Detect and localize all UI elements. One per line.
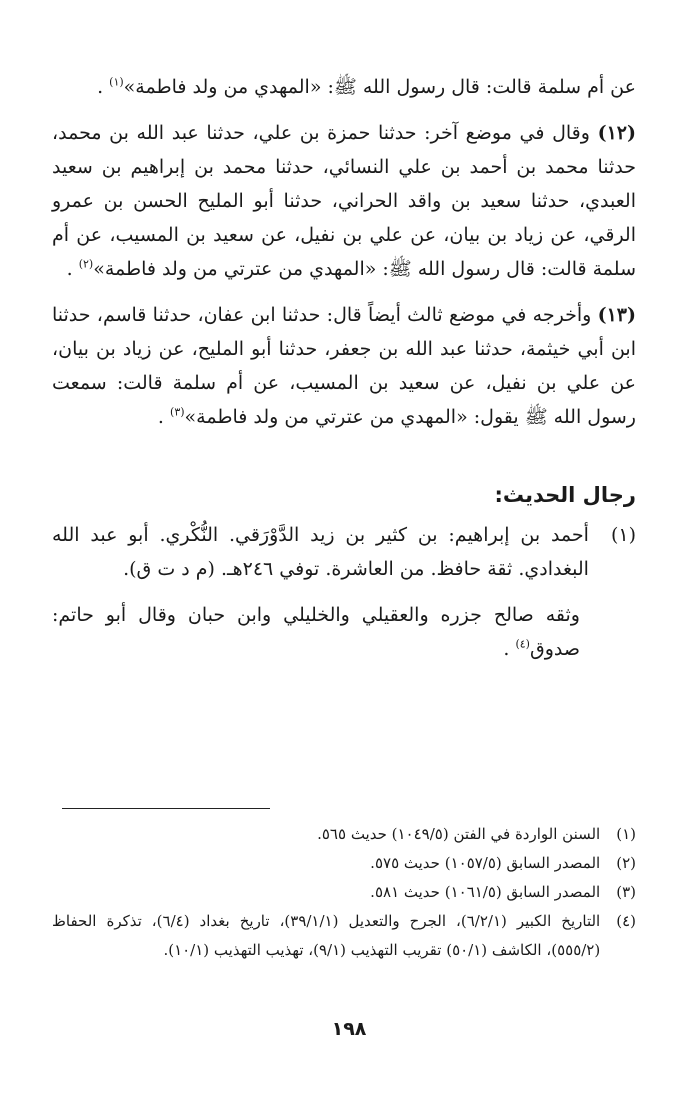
footnote-ref-4[interactable]: (٤) [515,637,530,651]
footnote-ref-1[interactable]: (١) [109,75,124,89]
footnote-number: (١) [616,825,636,843]
footnote-number: (٢) [616,854,636,872]
hadith-13: (١٣) وأخرجه في موضع ثالث أيضاً قال: حدثنا ابن عفان، حدثنا قاسم، حدثنا ابن أبي خيثمة، حدثنا عبد الله بن جعفر، حدثنا أبو المليح، عن زياد بن بيان، عن علي بن نفيل، عن سعيد بن المسيب، عن أم سلمة قالت: سمعت رسول الله ﷺ يقول: «المهدي من عترتي من ولد فاطمة»$^{(٣)}$ . [52,304,636,428]
footnote-text: المصدر السابق (١٠٦١/٥) حديث ٥٨١. [370,883,601,901]
footnote-text: السنن الواردة في الفتن (١٠٤٩/٥) حديث ٥٦٥. [317,825,601,843]
narrator-entry-1 [52,518,636,586]
footnote-number: (٤) [616,912,636,930]
narrator-note: وثقه صالح جزره والعقيلي والخليلي وابن حبان وقال أبو حاتم: صدوق$^{(٤)}$ . [52,604,580,660]
footnotes [52,820,636,965]
page-number: ١٩٨ [331,1018,367,1040]
footnote-number: (٣) [616,883,636,901]
main-text [52,70,636,666]
footnote-text: التاريخ الكبير (٦/٢/١)، الجرح والتعديل (٣٩/١/١)، تاريخ بغداد (٦/٤)، تذكرة الحفاظ (٥٥٥/٢)، الكاشف (٥٠/١) تقريب التهذيب (٩/١)، تهذيب التهذيب (١٠/١). [52,912,601,959]
narrator-entry-text: أحمد بن إبراهيم: بن كثير بن زيد الدَّوْرَقي. النُّكْري. أبو عبد الله البغدادي. ثقة حافظ. من العاشرة. توفي ٢٤٦هـ. (م د ت ق). [52,524,589,580]
footnote-divider [62,808,270,809]
hadith-13-text: وأخرجه في موضع ثالث أيضاً قال: حدثنا ابن عفان، حدثنا قاسم، حدثنا ابن أبي خيثمة، حدثنا عبد الله بن جعفر، حدثنا أبو المليح، عن زياد بن بيان، عن علي بن نفيل، عن سعيد بن المسيب، عن أم سلمة قالت: سمعت رسول الله ﷺ يقول: «المهدي من عترتي من ولد فاطمة» [52,304,636,428]
hadith-13-number: (١٣) [597,304,636,326]
hadith-12-number: (١٢) [597,122,636,144]
intro-text: عن أم سلمة قالت: قال رسول الله ﷺ: «المهدي من ولد فاطمة» [123,76,636,98]
narrator-note-text: وثقه صالح جزره والعقيلي والخليلي وابن حبان وقال أبو حاتم: صدوق [52,604,580,660]
footnote-item [52,907,636,965]
footnote-ref-3[interactable]: (٣) [170,405,185,419]
paragraph-intro: عن أم سلمة قالت: قال رسول الله ﷺ: «المهدي من ولد فاطمة»$^{(١)}$ . [97,75,636,98]
section-heading: رجال الحديث: [494,483,636,507]
footnote-item [52,878,636,907]
narrator-entry-number: (١) [610,524,636,546]
footnote-item [52,849,636,878]
hadith-12: (١٢) وقال في موضع آخر: حدثنا حمزة بن علي، حدثنا عبد الله بن محمد، حدثنا محمد بن أحمد بن علي النسائي، حدثنا محمد بن إبراهيم بن سعيد العبدي، حدثنا سعيد بن واقد الحراني، حدثنا أبو المليح الحسن بن عمرو الرقي، عن زياد بن بيان، عن علي بن نفيل، عن سعيد بن المسيب، عن أم سلمة قالت: قال رسول الله ﷺ: «المهدي من عترتي من ولد فاطمة»$^{(٢)}$ . [52,122,636,280]
hadith-12-text: وقال في موضع آخر: حدثنا حمزة بن علي، حدثنا عبد الله بن محمد، حدثنا محمد بن أحمد بن علي النسائي، حدثنا محمد بن إبراهيم بن سعيد العبدي، حدثنا سعيد بن واقد الحراني، حدثنا أبو المليح الحسن بن عمرو الرقي، عن زياد بن بيان، عن علي بن نفيل، عن سعيد بن المسيب، عن أم سلمة قالت: قال رسول الله ﷺ: «المهدي من عترتي من ولد فاطمة» [52,122,636,280]
footnote-ref-2[interactable]: (٢) [78,257,94,271]
footnote-text: المصدر السابق (١٠٥٧/٥) حديث ٥٧٥. [370,854,601,872]
footnote-item [52,820,636,849]
